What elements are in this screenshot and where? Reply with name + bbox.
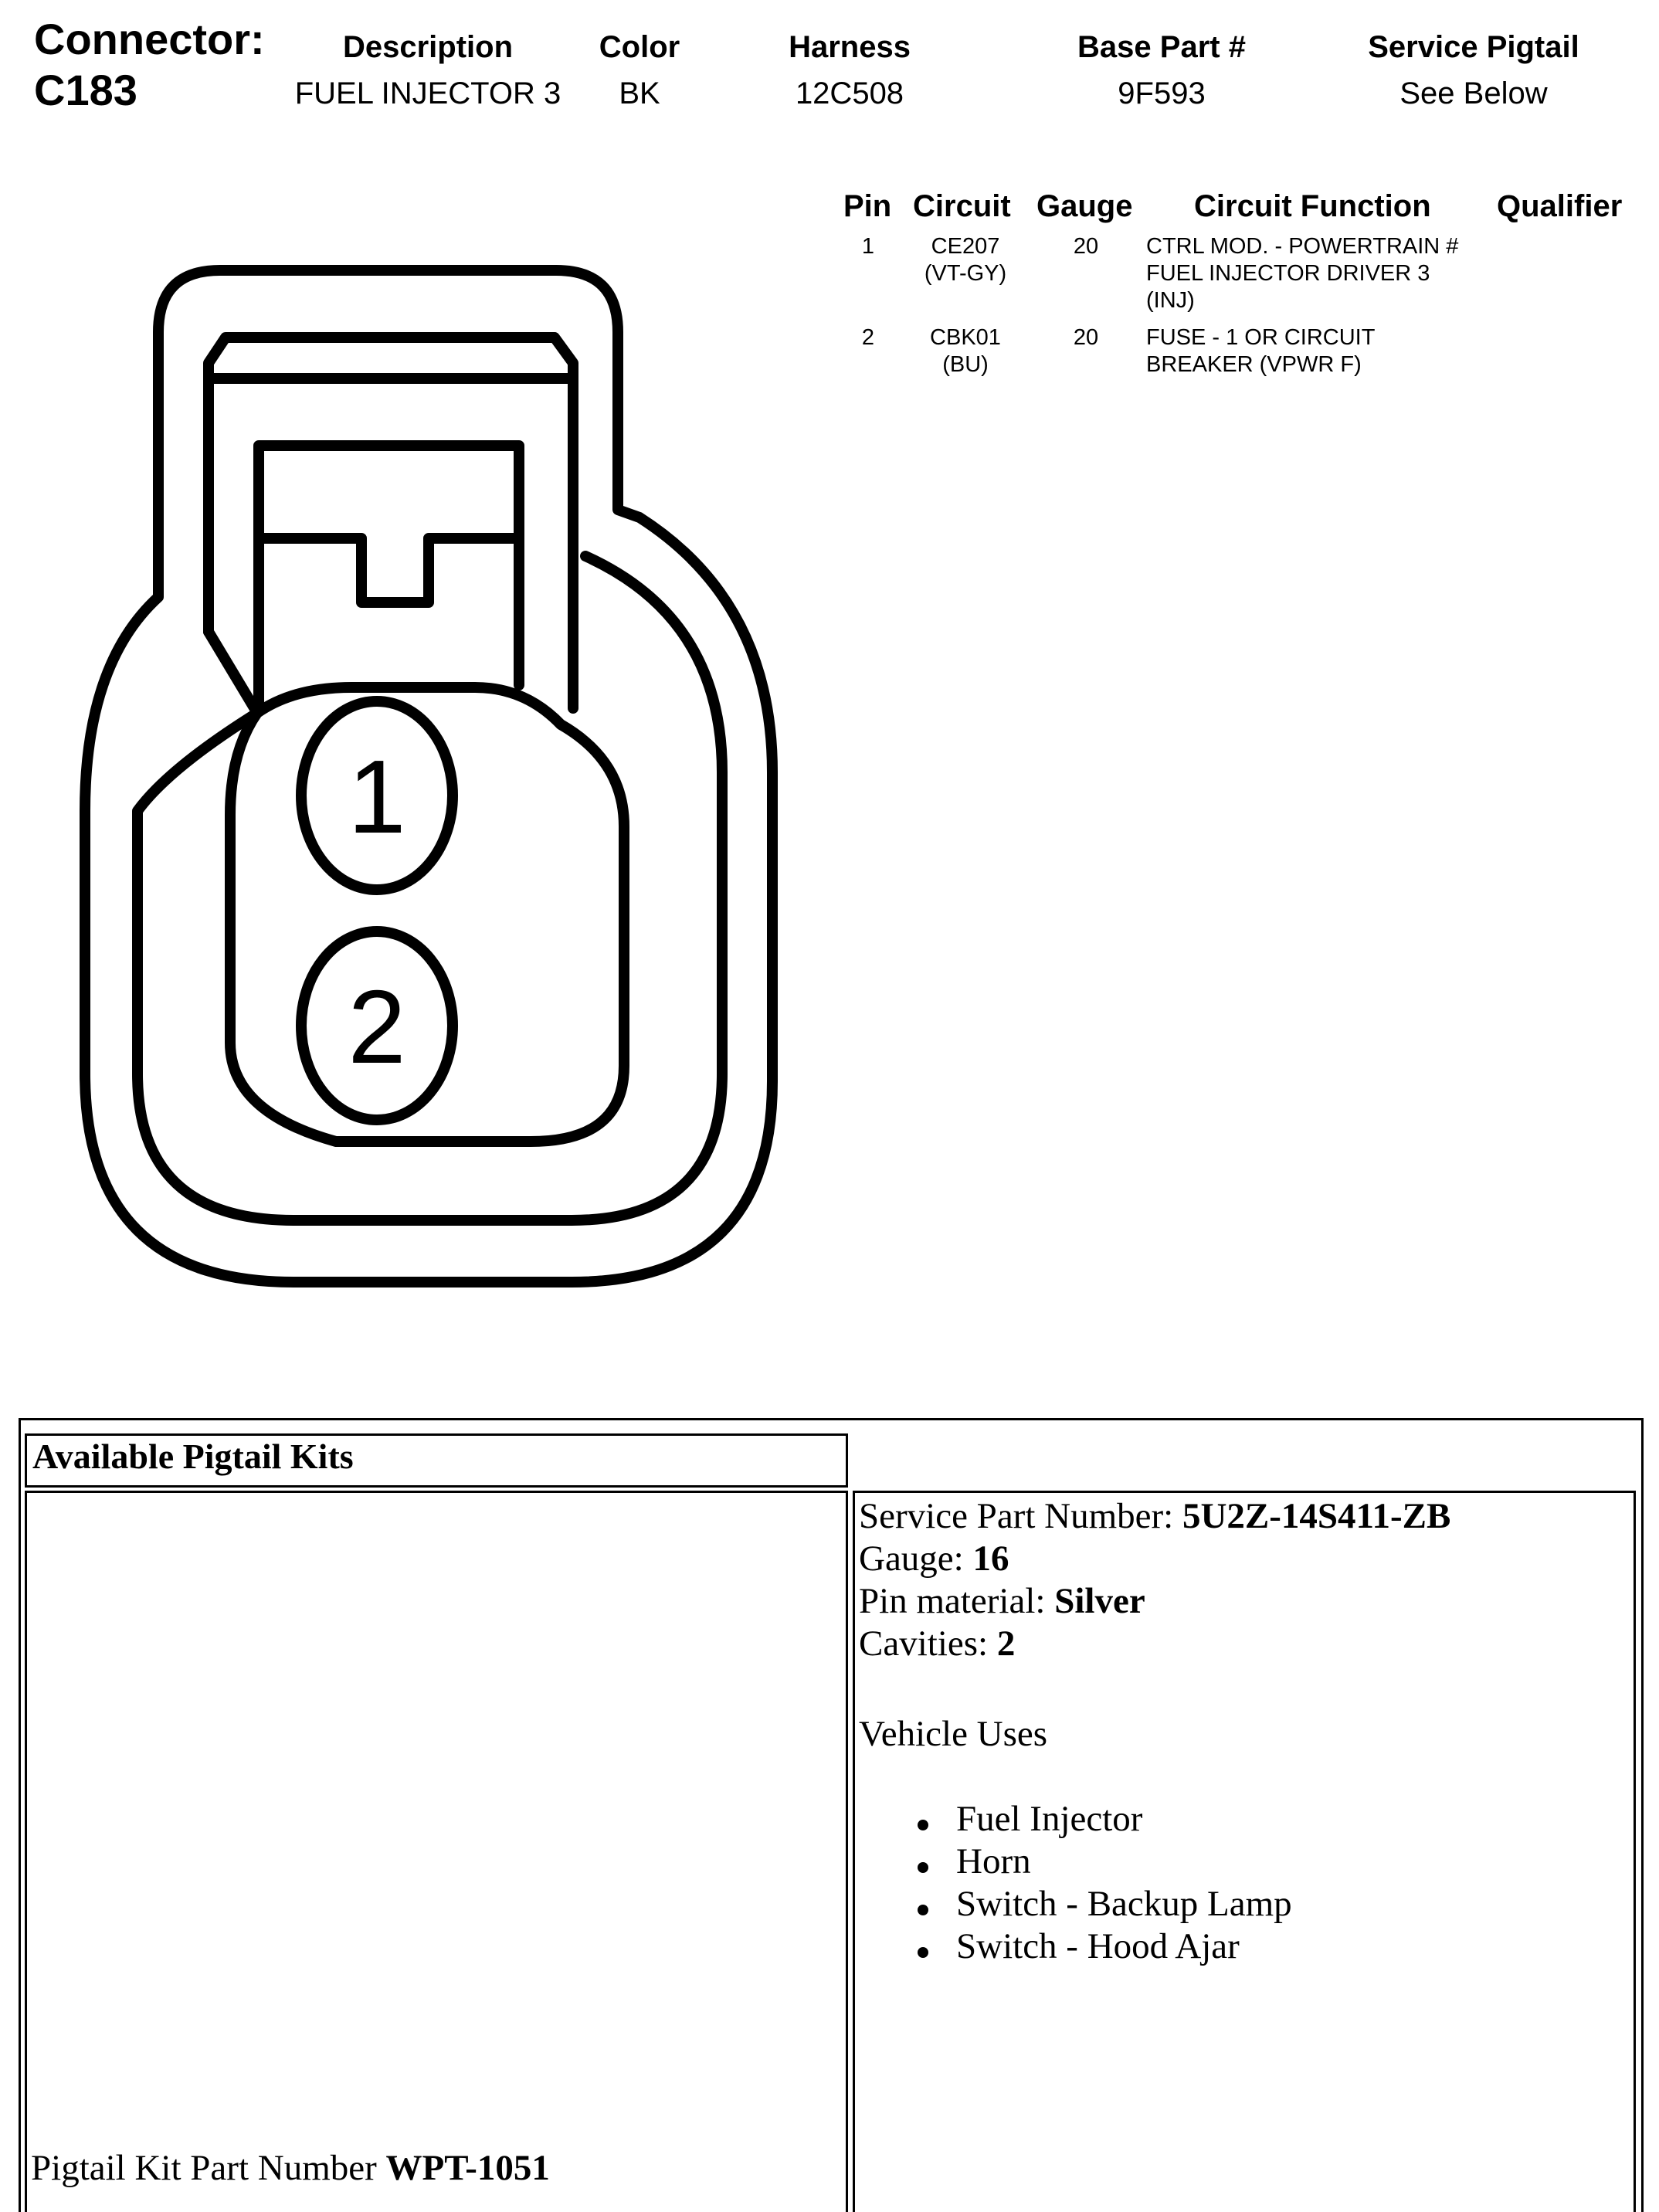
circuit-header: Circuit <box>913 189 1011 223</box>
cavities-value: 2 <box>996 1623 1016 1664</box>
kit-label: Pigtail Kit Part Number <box>31 2148 386 2188</box>
circuit-function: BREAKER (VPWR F) <box>1146 352 1362 377</box>
bullet-icon <box>918 1905 928 1915</box>
wire-color: (BU) <box>942 352 989 377</box>
pin-2-label: 2 <box>348 969 406 1085</box>
spec-label: Gauge: <box>859 1539 973 1579</box>
list-item: Fuel Injector <box>956 1799 1143 1839</box>
circuit-function: CTRL MOD. - POWERTRAIN # <box>1146 234 1459 259</box>
pigtail-kit-part-number-line <box>31 2147 550 2190</box>
circuit-code: CBK01 <box>930 325 1001 350</box>
pin-1-label: 1 <box>348 738 406 855</box>
wire-gauge: 20 <box>1073 325 1099 350</box>
gauge-value: 16 <box>972 1539 1009 1579</box>
harness-value: 12C508 <box>795 76 904 110</box>
spec-label: Service Part Number: <box>859 1496 1182 1536</box>
pin-cavity-outline <box>230 687 624 1142</box>
color-heading: Color <box>599 30 680 64</box>
bullet-icon <box>918 1947 928 1958</box>
color-value: BK <box>619 76 660 110</box>
housing-outer-outline <box>85 270 772 1282</box>
pigtail-image-cell <box>25 1491 848 2212</box>
pigtail-kits-title: Available Pigtail Kits <box>32 1437 354 1476</box>
connector-id: C183 <box>34 66 137 114</box>
function-header: Circuit Function <box>1194 189 1431 223</box>
pin-material-line <box>859 1580 1145 1623</box>
list-item: Switch - Hood Ajar <box>956 1926 1240 1966</box>
service-pigtail-value: See Below <box>1399 76 1548 110</box>
vehicle-uses-title: Vehicle Uses <box>859 1714 1048 1754</box>
pin-material-value: Silver <box>1054 1581 1145 1621</box>
base-part-heading: Base Part # <box>1077 30 1246 64</box>
service-part-number-line <box>859 1495 1450 1538</box>
qualifier-header: Qualifier <box>1497 189 1623 223</box>
spec-label: Cavities: <box>859 1623 997 1664</box>
gauge-line <box>859 1538 1009 1580</box>
connector-face-diagram <box>70 255 796 1313</box>
service-pigtail-heading: Service Pigtail <box>1368 30 1579 64</box>
pigtail-kit-part-number: WPT-1051 <box>385 2148 550 2188</box>
description-heading: Description <box>342 30 514 64</box>
list-item: Switch - Backup Lamp <box>956 1884 1292 1924</box>
harness-heading: Harness <box>789 30 911 64</box>
pin-number: 1 <box>861 234 875 259</box>
bullet-icon <box>918 1862 928 1873</box>
wire-color: (VT-GY) <box>924 261 1007 286</box>
circuit-function: FUSE - 1 OR CIRCUIT <box>1146 325 1376 350</box>
latch-tab <box>259 446 519 708</box>
cavities-line <box>859 1623 1015 1665</box>
service-part-number: 5U2Z-14S411-ZB <box>1182 1496 1451 1536</box>
gauge-header: Gauge <box>1036 189 1133 223</box>
bullet-icon <box>918 1820 928 1830</box>
latch-notch <box>259 538 519 602</box>
connector-label: Connector: <box>34 15 265 63</box>
list-item: Horn <box>956 1841 1031 1881</box>
circuit-function: (INJ) <box>1146 288 1195 313</box>
circuit-function: FUEL INJECTOR DRIVER 3 <box>1146 261 1430 286</box>
base-part-value: 9F593 <box>1118 76 1206 110</box>
pin-number: 2 <box>861 325 875 350</box>
wire-gauge: 20 <box>1073 234 1099 259</box>
spec-label: Pin material: <box>859 1581 1055 1621</box>
pin-header: Pin <box>843 189 892 223</box>
circuit-code: CE207 <box>931 234 1000 259</box>
description-value: FUEL INJECTOR 3 <box>294 76 561 110</box>
